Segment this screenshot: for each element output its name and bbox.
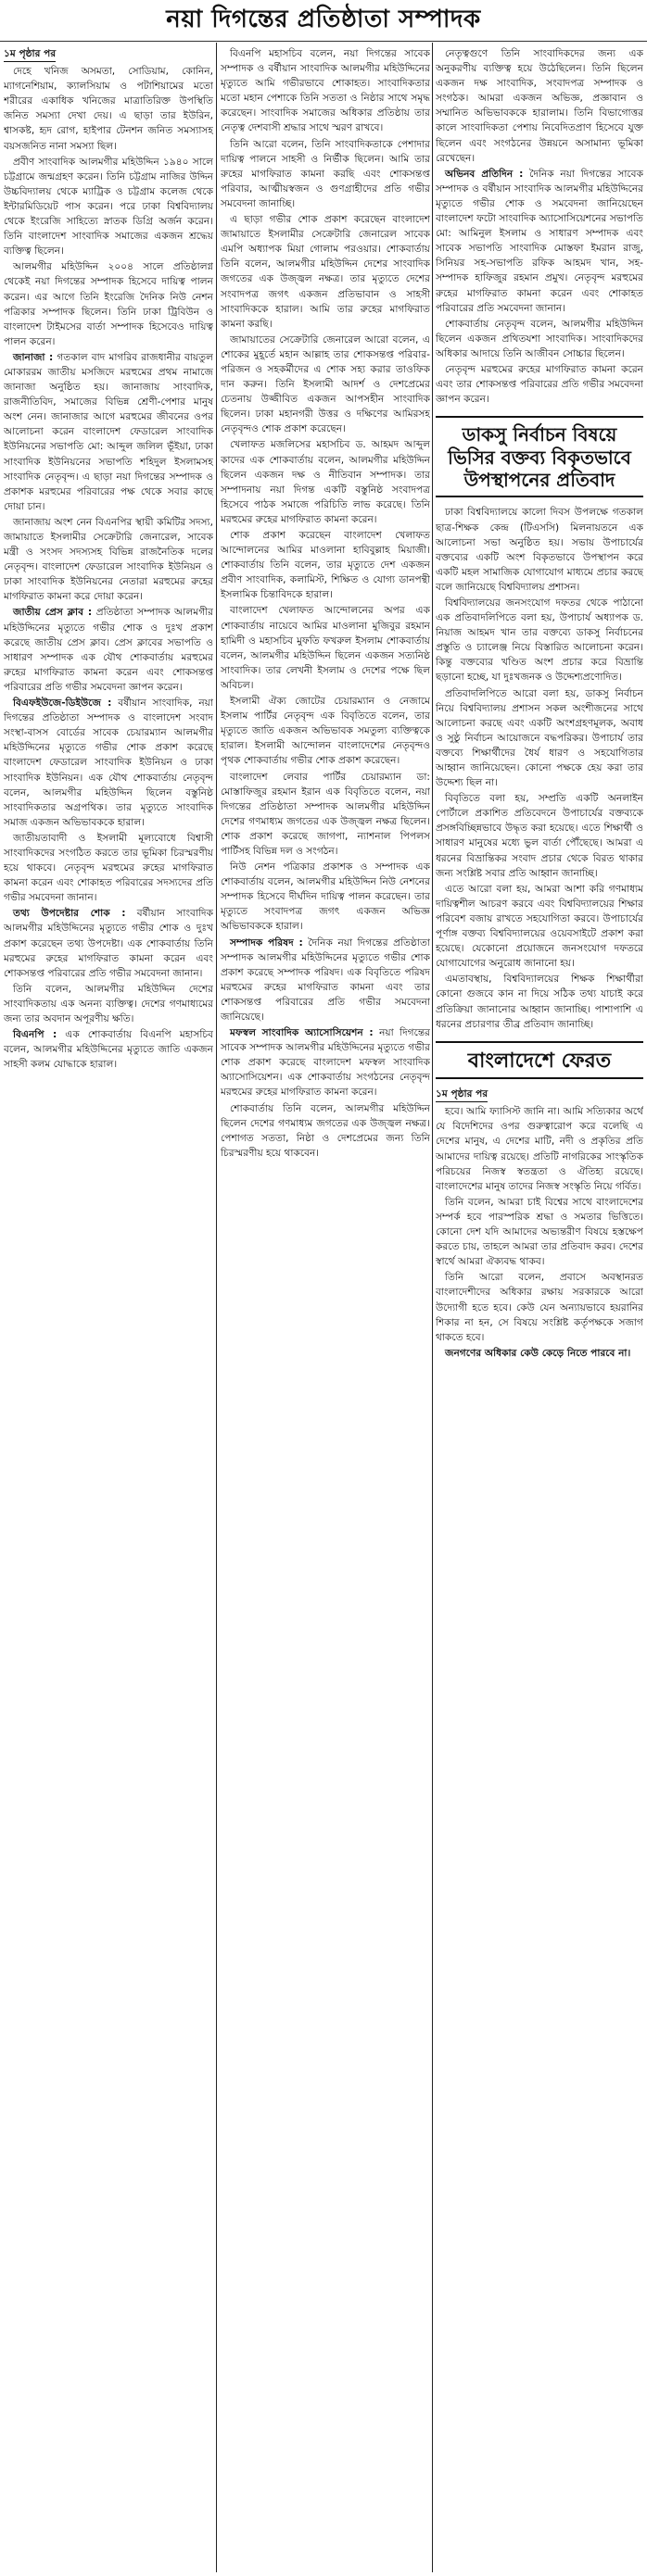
article-headline: ডাকসু নির্বাচন বিষয়ে ভিসির বক্তব্য বিকৃতভাবে উপস্থাপনের প্রতিবাদ [448, 423, 631, 492]
paragraph: দেহে খনিজ অসমতা, সোডিয়াম, কোনিন, ম্যাগনেশিয়াম, ক্যালসিয়াম ও পটাশিয়ামের মতো শরীরের একাধিক খনিজের মাত্রাতিরিক্ত উপস্থিতি জনিত সমস্যা দেখা দেয়। এ ছাড়া তার ইউরিন, শ্বাসকষ্ট, হৃদ রোগ, হাইপার টেনশন জনিত সমস্যাসহ বয়সজনিত নানা সমস্যা ছিল। [4, 66, 213, 152]
paragraph [4, 1027, 213, 1072]
article-headline-box [436, 416, 643, 497]
paragraph: বাংলাদেশ লেবার পার্টির চেয়ারম্যান ডা: মোস্তাফিজুর রহমান ইরান এক বিবৃতিতে বলেন, নয়া দিগন্তের প্রতিষ্ঠাতা সম্পাদক আলমগীর মহিউদ্দিন দেশের গণমাধ্যম জগতের এক উজ্জ্বল নক্ষত্র ছিলেন। শোক প্রকাশ করেছে জাগপা, ন্যাশনাল পিপলস পার্টিসহ বিভিন্ন দল ও সংগঠন। [221, 771, 430, 857]
paragraph: এতে আরো বলা হয়, আমরা আশা করি গণমাধ্যম দায়িত্বশীল আচরণ করবে এবং বিশ্ববিদ্যালয়ের শিক্ষার পরিবেশ বজায় রাখতে সহযোগিতা করবে। উপাচার্যের পূর্ণাঙ্গ বক্তব্য বিশ্ববিদ্যালয়ের ওয়েবসাইটে প্রকাশ করা হয়েছে। যেকোনো প্রয়োজনে জনসংযোগ দফতরে যোগাযোগের অনুরোধ জানানো হয়। [436, 883, 643, 970]
paragraph: শোক প্রকাশ করেছেন বাংলাদেশ খেলাফত আন্দোলনের আমির মাওলানা হাবিবুল্লাহ মিয়াজী। শোকবার্তায় তিনি বলেন, তার মৃত্যুতে দেশ একজন প্রবীণ সাংবাদিক, কলামিস্ট, শিক্ষিত ও যোগ্য ডানপন্থী ইসলামিক চিন্তাবিদকে হারাল। [221, 530, 430, 601]
paragraph-lead: তথ্য উপদেষ্টার শোক : [13, 908, 126, 920]
paragraph: শোকবার্তায় তিনি বলেন, আলমগীর মহিউদ্দিন ছিলেন দেশের গণমাধ্যম জগতের এক উজ্জ্বল নক্ষত্র। পেশাগত সততা, নিষ্ঠা ও দেশপ্রেমের জন্য তিনি চিরস্মরণীয় হয়ে থাকবেন। [221, 1102, 430, 1159]
paragraph-lead: জাতীয় প্রেস ক্লাব : [13, 607, 93, 619]
paragraph-text: এক শোকবার্তায় বিএনপি মহাসচিব বলেন, আলমগীর মহিউদ্দিনের মৃত্যুতে জাতি একজন সাহসী কলম যোদ্ধাকে হারাল। [4, 1029, 213, 1071]
paragraph: শোকবার্তায় নেতৃবৃন্দ বলেন, আলমগীর মহিউদ্দিন ছিলেন একজন প্রথিতযশা সাংবাদিক। সাংবাদিকদের অধিকার আদায়ে তিনি আজীবন সোচ্চার ছিলেন। [436, 318, 643, 359]
paragraph: বাংলাদেশ খেলাফত আন্দোলনের অপর এক শোকবার্তায় নায়েবে আমির মাওলানা মুজিবুর রহমান হামিদী ও মহাসচিব মুফতি ফখরুল ইসলাম শোকবার্তায় বলেন, আলমগীর মহিউদ্দিন ছিলেন একজন সত্যনিষ্ঠ সাংবাদিক। তার লেখনী ইসলাম ও দেশের পক্ষে ছিল অবিচল। [221, 605, 430, 691]
paragraph: নেতৃত্বগুণে তিনি সাংবাদিকদের জন্য এক অনুকরণীয় ব্যক্তিত্ব হয়ে উঠেছিলেন। তিনি ছিলেন একজন দক্ষ সাংবাদিক, সংবাদপত্র সম্পাদক ও সংগঠক। আমরা একজন অভিজ্ঞ, প্রজ্ঞাবান ও সম্মানিত অভিভাবককে হারালাম। তিনি বিভাগোত্তর কালে সাংবাদিকতা পেশায় নিবেদিতপ্রাণ হিসেবে যুক্ত ছিলেন এবং সংগঠনের উন্নয়নে অসামান্য ভূমিকা রেখেছেন। [436, 48, 643, 164]
paragraph: ইসলামী ঐক্য জোটের চেয়ারম্যান ও নেজামে ইসলাম পার্টির নেতৃবৃন্দ এক বিবৃতিতে বলেন, তার মৃত্যুতে জাতি একজন অভিভাবক সমতুল্য ব্যক্তিত্বকে হারাল। ইসলামী আন্দোলন বাংলাদেশের নেতৃবৃন্দও পৃথক শোকবার্তায় গভীর শোক প্রকাশ করেছেন। [221, 696, 430, 767]
paragraph [4, 696, 213, 830]
paragraph: তিনি আরো বলেন, প্রবাসে অবস্থানরত বাংলাদেশীদের অধিকার রক্ষায় সরকারকে আরো উদ্যোগী হতে হবে। কেউ যেন অন্যায়ভাবে হয়রানির শিকার না হন, সে বিষয়ে সংশ্লিষ্ট কর্তৃপক্ষকে সজাগ থাকতে হবে। [436, 1272, 643, 1343]
paragraph-text: দৈনিক নয়া দিগন্তের প্রতিষ্ঠাতা সম্পাদক আলমগীর মহিউদ্দিনের মৃত্যুতে গভীর শোক প্রকাশ করেছে সম্পাদক পরিষদ। এক বিবৃতিতে পরিষদ মরহুমের রুহের মাগফিরাত কামনা এবং তার শোকসন্তপ্ত পরিবারের প্রতি গভীর সমবেদনা জানিয়েছে। [221, 936, 430, 1023]
continuation-label: ১ম পৃষ্ঠার পর [4, 46, 56, 62]
paragraph: নেতৃবৃন্দ মরহুমের রুহের মাগফিরাত কামনা করেন এবং তার শোকসন্তপ্ত পরিবারের প্রতি গভীর সমবেদনা জ্ঞাপন করেন। [436, 363, 643, 406]
paragraph-text: প্রতিষ্ঠাতা সম্পাদক আলমগীর মহিউদ্দিনের মৃত্যুতে গভীর শোক ও দুঃখ প্রকাশ করেছে জাতীয় প্রেস ক্লাব। প্রেস ক্লাবের সভাপতি ও সাধারণ সম্পাদক এক যৌথ শোকবার্তায় মরহুমের রুহের মাগফিরাত কামনা করেন এবং শোকসন্তপ্ত পরিবারের প্রতি গভীর সমবেদনা জ্ঞাপন করেন। [4, 607, 213, 693]
paragraph-lead: বিএফইউজে-ডিইউজে : [13, 697, 112, 710]
paragraph [436, 167, 643, 316]
paragraph: বিবৃতিতে বলা হয়, সম্প্রতি একটি অনলাইন পোর্টালে প্রকাশিত প্রতিবেদনে উপাচার্যের বক্তব্যকে প্রসঙ্গবিচ্ছিন্নভাবে উদ্ধৃত করা হয়েছে। এতে শিক্ষার্থী ও সাধারণ মানুষের মধ্যে ভুল বার্তা পৌঁছেছে। আমরা এ ধরনের বিভ্রান্তিকর সংবাদ প্রচার থেকে বিরত থাকার জন্য সংশ্লিষ্ট সবার প্রতি আহ্বান জানাচ্ছি। [436, 793, 643, 879]
paragraph [221, 1025, 430, 1100]
paragraph-text: দৈনিক নয়া দিগন্তের সাবেক সম্পাদক ও বর্ষীয়ান সাংবাদিক আলমগীর মহিউদ্দিনের মৃত্যুতে গভীর শোক ও সমবেদনা জানিয়েছেন বাংলাদেশ ফটো সাংবাদিক অ্যাসোসিয়েশনের সভাপতি মো: আমিনুল ইসলাম ও সাধারণ সম্পাদক এবং সাবেক সভাপতি সাংবাদিক মোস্তফা ইমরান রাজু, সিনিয়র সহ-সভাপতি রফিক আহমদ খান, সহ-সম্পাদক হাফিজুর রহমান প্রমুখ। নেতৃবৃন্দ মরহুমের রুহের মাগফিরাত কামনা করেন এবং শোকাহত পরিবারের প্রতি সমবেদনা জানান। [436, 168, 643, 314]
column-divider [432, 43, 433, 2572]
article-headline: বাংলাদেশে ফেরত [467, 1048, 612, 1073]
paragraph: প্রতিবাদলিপিতে আরো বলা হয়, ডাকসু নির্বাচন নিয়ে বিশ্ববিদ্যালয় প্রশাসন সকল অংশীজনের সাথে আলোচনা করছে এবং একটি অংশগ্রহণমূলক, অবাধ ও সুষ্ঠু নির্বাচন আয়োজনে বদ্ধপরিকর। উপাচার্য তার বক্তব্যে শিক্ষার্থীদের ধৈর্য ধারণ ও সহযোগিতার আহ্বান জানিয়েছেন। কোনো পক্ষকে হেয় করা তার উদ্দেশ্য ছিল না। [436, 687, 643, 789]
page-headline: নয়া দিগন্তের প্রতিষ্ঠাতা সম্পাদক [0, 0, 647, 42]
paragraph-lead: অভিনব প্রতিদিন : [445, 168, 524, 180]
paragraph: খেলাফত মজলিসের মহাসচিব ড. আহমদ আব্দুল কাদের এক শোকবার্তায় বলেন, আলমগীর মহিউদ্দিন ছিলেন একজন দক্ষ ও নীতিবান সম্পাদক। তার সম্পাদনায় নয়া দিগন্ত একটি বস্তুনিষ্ঠ সংবাদপত্র হিসেবে পাঠক সমাজে পরিচিতি লাভ করেছে। তিনি মরহুমের রুহের মাগফিরাত কামনা করেন। [221, 439, 430, 525]
paragraph-text: বর্ষীয়ান সাংবাদিক, নয়া দিগন্তের প্রতিষ্ঠাতা সম্পাদক ও বাংলাদেশ সংবাদ সংস্থা-বাসস বোর্ডের সাবেক চেয়ারম্যান আলমগীর মহিউদ্দিনের মৃত্যুতে গভীর শোক প্রকাশ করেছে বাংলাদেশ ফেডারেল সাংবাদিক ইউনিয়ন ও ঢাকা সাংবাদিক ইউনিয়ন। এক যৌথ শোকবার্তায় নেতৃবৃন্দ বলেন, আলমগীর মহিউদ্দিন ছিলেন বস্তুনিষ্ঠ সাংবাদিকতার অগ্রপথিক। তার মৃত্যুতে সাংবাদিক সমাজ একজন অভিভাবককে হারাল। [4, 697, 213, 828]
paragraph: আলমগীর মহিউদ্দিন ২০০৪ সালে প্রতিষ্ঠালগ্ন থেকেই নয়া দিগন্তের সম্পাদক হিসেবে দায়িত্ব পালন করেন। এর আগে তিনি ইংরেজি দৈনিক নিউ নেশন পত্রিকার সম্পাদক ছিলেন। তিনি ঢাকা ট্রিবিউন ও বাংলাদেশ টাইমসের বার্তা সম্পাদক হিসেবেও দায়িত্ব পালন করেন। [4, 261, 213, 347]
paragraph [4, 906, 213, 980]
paragraph: ঢাকা বিশ্ববিদ্যালয়ে কালো দিবস উপলক্ষে গতকাল ছাত্র-শিক্ষক কেন্দ্র (টিএসসি) মিলনায়তনে এক আলোচনা সভা অনুষ্ঠিত হয়। সভায় উপাচার্যের বক্তব্যের একটি অংশ বিকৃতভাবে উপস্থাপন করে একটি মহল সামাজিক যোগাযোগ মাধ্যমে প্রচার করছে বলে জানিয়েছে বিশ্ববিদ্যালয় প্রশাসন। [436, 507, 643, 593]
paragraph: তিনি বলেন, আমরা চাই বিশ্বের সাথে বাংলাদেশের সম্পর্ক হবে পারস্পরিক শ্রদ্ধা ও সমতার ভিত্তিতে। কোনো দেশ যদি আমাদের অভ্যন্তরীণ বিষয়ে হস্তক্ষেপ করতে চায়, তাহলে আমরা তার প্রতিবাদ করব। দেশের স্বার্থে আমরা ঐক্যবদ্ধ থাকব। [436, 1196, 643, 1268]
paragraph: বিএনপি মহাসচিব বলেন, নয়া দিগন্তের সাবেক সম্পাদক ও বর্ষীয়ান সাংবাদিক আলমগীর মহিউদ্দিনের মৃত্যুতে আমি গভীরভাবে শোকাহত। সাংবাদিকতার মতো মহান পেশাকে তিনি সততা ও নিষ্ঠার সাথে সমৃদ্ধ করেছেন। সাংবাদিক সমাজের অধিকার প্রতিষ্ঠায় তার নেতৃত্ব দেশবাসী শ্রদ্ধার সাথে স্মরণ রাখবে। [221, 48, 430, 134]
paragraph: জনগণের অধিকার কেউ কেড়ে নিতে পারবে না। [445, 1347, 631, 1359]
paragraph: তিনি বলেন, আলমগীর মহিউদ্দিন দেশের সাংবাদিকতায় এক অনন্য ব্যক্তিত্ব। দেশের গণমাধ্যমের জন্য তার অবদান অপূরণীয় ক্ষতি। [4, 983, 213, 1024]
paragraph: হবে। আমি ফ্যাসিস্ট জানি না। আমি সত্যিকার অর্থে যে বিদেশিদের ওপর গুরুত্বারোপ করে বলেছি এ দেশের মানুষ, এ দেশের মাটি, নদী ও প্রকৃতির প্রতি আমাদের দায়িত্ব রয়েছে। প্রতিটি নাগরিকের সাংস্কৃতিক পরিচয়ের নিজস্ব স্বতন্ত্রতা ও ঐতিহ্য রয়েছে। বাংলাদেশের মানুষ তাদের নিজস্ব সংস্কৃতি নিয়ে গর্বিত। [436, 1106, 643, 1192]
paragraph [4, 605, 213, 695]
article-headline-box [436, 1041, 643, 1080]
paragraph: জাতীয়তাবাদী ও ইসলামী মূল্যবোধে বিশ্বাসী সাংবাদিকদের সংগঠিত করতে তার ভূমিকা চিরস্মরণীয় হয়ে থাকবে। নেতৃবৃন্দ মরহুমের রুহের মাগফিরাত কামনা করেন এবং শোকাহত পরিবারের সদস্যদের প্রতি গভীর সমবেদনা জানান। [4, 832, 213, 904]
paragraph-lead: মফস্বল সাংবাদিক অ্যাসোসিয়েশন : [230, 1027, 374, 1039]
paragraph: নিউ নেশন পত্রিকার প্রকাশক ও সম্পাদক এক শোকবার্তায় বলেন, আলমগীর মহিউদ্দিন নিউ নেশনের সম্পাদক হিসেবে দীর্ঘদিন দায়িত্ব পালন করেছেন। তার মৃত্যুতে সংবাদপত্র জগৎ একজন অভিজ্ঞ অভিভাবককে হারাল। [221, 861, 430, 933]
paragraph [4, 350, 213, 514]
paragraph: এ ছাড়া গভীর শোক প্রকাশ করেছেন বাংলাদেশ জামায়াতে ইসলামীর সেক্রেটারি জেনারেল সাবেক এমপি অধ্যাপক মিয়া গোলাম পরওয়ার। শোকবার্তায় তিনি বলেন, আলমগীর মহিউদ্দিন দেশের সাংবাদিক জগতের এক উজ্জ্বল নক্ষত্র। তার মৃত্যুতে দেশের সংবাদপত্র জগৎ একজন প্রতিভাবান ও সাহসী সাংবাদিককে হারাল। আমি তার রুহের মাগফিরাত কামনা করছি। [221, 214, 430, 330]
column-2 [221, 46, 430, 2569]
paragraph-lead: বিএনপি : [13, 1029, 57, 1041]
paragraph-lead: সম্পাদক পরিষদ : [230, 936, 303, 949]
paragraph: প্রবীণ সাংবাদিক আলমগীর মহিউদ্দিন ১৯৪০ সালে চট্টগ্রামে জন্মগ্রহণ করেন। তিনি চট্টগ্রাম নাজির উদ্দিন উচ্চবিদ্যালয় থেকে ম্যাট্রিক ও চট্টগ্রাম কলেজ থেকে ইন্টারমিডিয়েট পাস করেন। পরে ঢাকা বিশ্ববিদ্যালয় থেকে ইংরেজি সাহিত্যে স্নাতক ডিগ্রি অর্জন করেন। তিনি বাংলাদেশ সাংবাদিক সমাজের একজন শ্রদ্ধেয় ব্যক্তিত্ব ছিলেন। [4, 156, 213, 258]
paragraph: জামায়াতের সেক্রেটারি জেনারেল আরো বলেন, এ শোকের মুহূর্তে মহান আল্লাহ তার শোকসন্তপ্ত পরিবার-পরিজন ও সহকর্মীদের এ শোক সহ্য করার তাওফিক দান করুন। তিনি ইসলামী আদর্শ ও দেশপ্রেমের চেতনায় উজ্জীবিত একজন আপসহীন সাংবাদিক ছিলেন। ঢাকা মহানগরী উত্তর ও দক্ষিণের আমিরসহ নেতৃবৃন্দও শোক প্রকাশ করেছেন। [221, 333, 430, 435]
paragraph [221, 936, 430, 1025]
paragraph-text: নয়া দিগন্তের সাবেক সম্পাদক আলমগীর মহিউদ্দিনের মৃত্যুতে গভীর শোক প্রকাশ করেছে বাংলাদেশ মফস্বল সাংবাদিক অ্যাসোসিয়েশন। এক শোকবার্তায় সংগঠনের নেতৃবৃন্দ মরহুমের রুহের মাগফিরাত কামনা করেন। [221, 1027, 430, 1099]
column-3 [436, 46, 643, 2569]
paragraph-text: গতকাল বাদ মাগরিব রাজধানীর বায়তুল মোকাররম জাতীয় মসজিদে মরহুমের প্রথম নামাজে জানাজা অনুষ্ঠিত হয়। জানাজায় সাংবাদিক, রাজনীতিবিদ, সমাজের বিভিন্ন শ্রেণী-পেশার মানুষ অংশ নেন। জানাজার আগে মরহুমের জীবনের ওপর আলোচনা করেন বাংলাদেশ ফেডারেল সাংবাদিক ইউনিয়নের সভাপতি মো: আব্দুল জলিল ভূঁইয়া, ঢাকা সাংবাদিক ইউনিয়নের সভাপতি শহিদুল ইসলামসহ সাংবাদিক নেতৃবৃন্দ। এ ছাড়া নয়া দিগন্তের সম্পাদক ও প্রকাশক মরহুমের পরিবারের পক্ষ থেকে সবার কাছে দোয়া চান। [4, 351, 213, 512]
paragraph: জানাজায় অংশ নেন বিএনপির স্থায়ী কমিটির সদস্য, জামায়াতে ইসলামীর সেক্রেটারি জেনারেল, সাবেক মন্ত্রী ও সংসদ সদস্যসহ বিভিন্ন রাজনৈতিক দলের নেতৃবৃন্দ। বাংলাদেশ ফেডারেল সাংবাদিক ইউনিয়ন ও ঢাকা সাংবাদিক ইউনিয়নের নেতারা মরহুমের রুহের মাগফিরাত কামনা করে দোয়া করেন। [4, 516, 213, 603]
paragraph: তিনি আরো বলেন, তিনি সাংবাদিকতাকে পেশাদার দায়িত্ব পালনে সাহসী ও নির্ভীক ছিলেন। আমি তার রুহের মাগফিরাত কামনা করছি এবং শোকসন্তপ্ত পরিবার, আত্মীয়স্বজন ও গুণগ্রাহীদের প্রতি গভীর সমবেদনা জানাচ্ছি। [221, 138, 430, 209]
paragraph-lead: জানাজা : [13, 351, 54, 363]
continuation-label: ১ম পৃষ্ঠার পর [436, 1087, 488, 1102]
paragraph-text: বর্ষীয়ান সাংবাদিক আলমগীর মহিউদ্দিনের মৃত্যুতে গভীর শোক ও দুঃখ প্রকাশ করেছেন তথ্য উপদেষ্টা। এক শোকবার্তায় তিনি মরহুমের রুহের মাগফিরাত কামনা করেন এবং শোকসন্তপ্ত পরিবারের প্রতি গভীর সমবেদনা জানান। [4, 908, 213, 979]
column-divider [216, 43, 217, 2572]
paragraph: বিশ্ববিদ্যালয়ের জনসংযোগ দফতর থেকে পাঠানো এক প্রতিবাদলিপিতে বলা হয়, উপাচার্য অধ্যাপক ড. নিয়াজ আহমদ খান তার বক্তব্যে ডাকসু নির্বাচনের প্রস্তুতি ও চ্যালেঞ্জ নিয়ে বিস্তারিত আলোচনা করেন। কিন্তু বক্তব্যের খণ্ডিত অংশ প্রচার করে বিভ্রান্তি ছড়ানো হচ্ছে, যা দুঃখজনক ও উদ্দেশ্যপ্রণোদিত। [436, 597, 643, 684]
column-1 [4, 46, 213, 2569]
paragraph: এমতাবস্থায়, বিশ্ববিদ্যালয়ের শিক্ষক শিক্ষার্থীরা কোনো গুজবে কান না দিয়ে সঠিক তথ্য যাচাই করে প্রতিক্রিয়া জানানোর আহ্বান জানাচ্ছি। পাশাপাশি এ ধরনের প্রচারণার তীব্র প্রতিবাদ জানাচ্ছি। [436, 974, 643, 1030]
